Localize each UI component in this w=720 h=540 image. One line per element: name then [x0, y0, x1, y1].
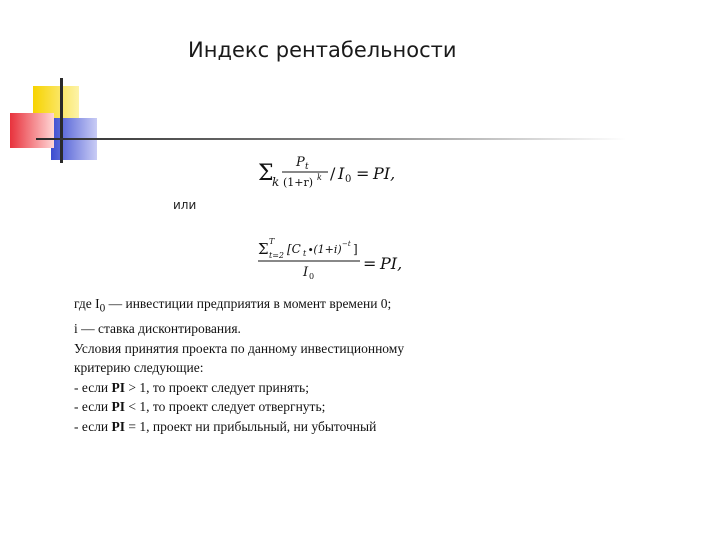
text-line: Условия принятия проекта по данному инвестиционному	[74, 340, 405, 356]
sum-lower-limit: t=2	[269, 251, 285, 260]
sum-index: k	[272, 175, 280, 189]
sum-symbol: Σ	[258, 161, 274, 186]
formula-profitability-index	[256, 150, 426, 196]
numerator-subscript: t	[303, 249, 307, 258]
divider: /	[330, 164, 336, 183]
horizontal-line	[36, 138, 626, 140]
text-line: критерию следующие:	[74, 360, 204, 376]
result: PI,	[380, 254, 403, 273]
denominator-exponent: k	[317, 173, 322, 182]
explanation-text	[74, 294, 594, 436]
denominator: I	[303, 265, 309, 280]
sum-upper-limit: T	[269, 237, 275, 246]
text-line: - если PI = 1, проект ни прибыльный, ни убыточный	[74, 418, 377, 434]
numerator-close: ]	[353, 242, 358, 256]
numerator-subscript: t	[305, 162, 309, 172]
numerator-body: [C	[287, 242, 301, 256]
invest-subscript: 0	[345, 174, 352, 185]
formula-discounted-profitability-index	[256, 236, 426, 282]
or-label: или	[173, 198, 197, 212]
numerator-rest: ∙(1+i)	[308, 243, 342, 256]
result: PI,	[373, 164, 396, 183]
numerator: P	[296, 155, 305, 170]
text-line: i — ставка дисконтирования.	[74, 321, 241, 337]
text-line: где $I_0$ — инвестиции предприятия в момент времени 0;	[74, 296, 392, 315]
denominator-subscript: 0	[309, 272, 315, 281]
slide-title: Индекс рентабельности	[188, 38, 457, 62]
text-line: - если PI < 1, то проект следует отвергнуть;	[74, 399, 326, 415]
red-square	[10, 113, 54, 148]
numerator-exponent: −t	[342, 240, 351, 248]
equals-sign: =	[356, 164, 370, 183]
text-line: - если PI > 1, то проект следует принять;	[74, 379, 309, 395]
sum-symbol: Σ	[258, 240, 269, 258]
vertical-line	[60, 78, 63, 163]
denominator: (1+r)	[283, 176, 314, 189]
equals-sign: =	[363, 254, 377, 273]
invest-symbol: I	[338, 164, 345, 183]
